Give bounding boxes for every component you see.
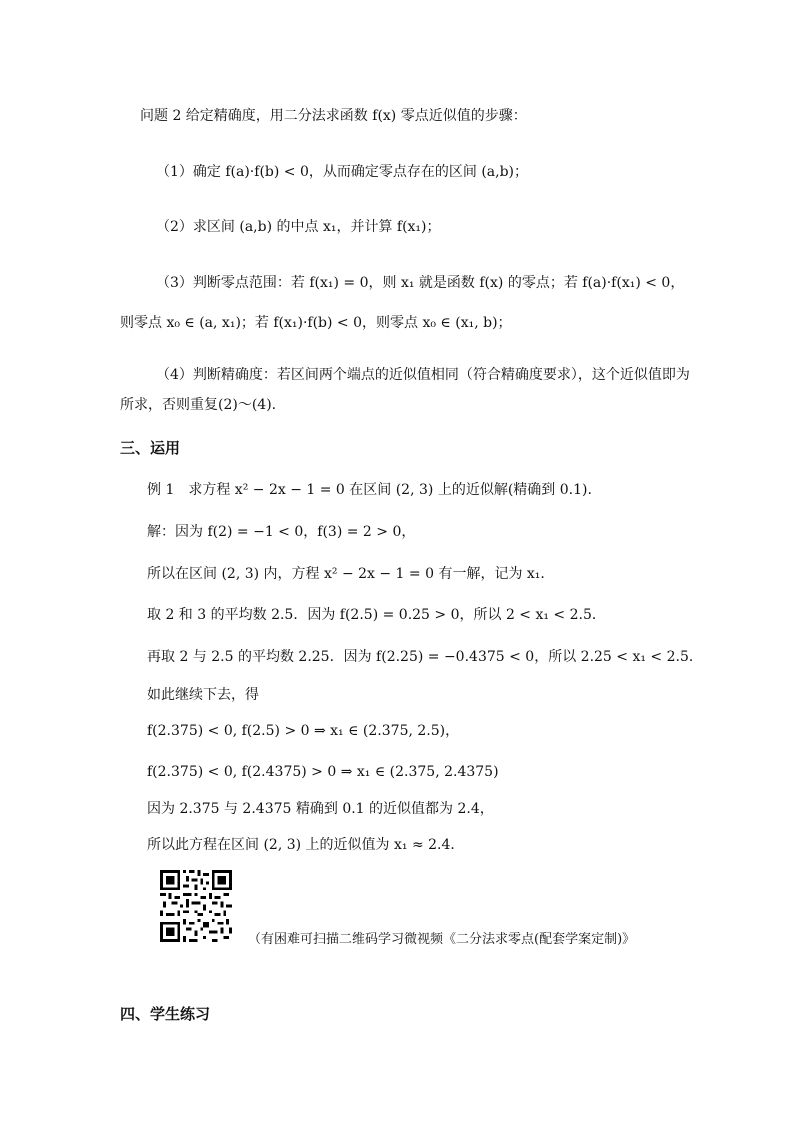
qr-caption: （有困难可扫描二维码学习微视频《二分法求零点(配套学案定制)》 — [248, 932, 636, 947]
step4-line1: （4）判断精确度：若区间两个端点的近似值相同（符合精确度要求），这个近似值即为 — [156, 367, 690, 383]
problem2-title: 问题 2 给定精确度，用二分法求函数 f(x) 零点近似值的步骤： — [140, 108, 527, 124]
solution-line-7: f(2.375) < 0, f(2.4375) > 0 ⇒ x₁ ∈ (2.375, 2.4375) — [147, 764, 499, 780]
solution-line-3: 取 2 和 3 的平均数 2.5．因为 f(2.5) = 0.25 > 0，所以 2 < x₁ < 2.5． — [147, 607, 606, 623]
solution-line-8: 因为 2.375 与 2.4375 精确到 0.1 的近似值都为 2.4， — [147, 801, 494, 817]
qr-code-icon[interactable] — [160, 870, 232, 942]
example1: 例 1 求方程 x² − 2x − 1 = 0 在区间 (2, 3) 上的近似解(精确到 0.1). — [147, 482, 592, 498]
section3-heading: 三、运用 — [120, 439, 181, 457]
step2: （2）求区间 (a,b) 的中点 x₁，并计算 f(x₁)； — [156, 219, 441, 235]
step4-line2: 所求，否则重复(2)～(4). — [120, 397, 277, 413]
solution-line-5: 如此继续下去，得 — [147, 687, 259, 703]
solution-line-2: 所以在区间 (2, 3) 内，方程 x² − 2x − 1 = 0 有一解，记为 x₁. — [147, 566, 545, 582]
section4-heading: 四、学生练习 — [120, 1005, 211, 1023]
solution-line-1: 解：因为 f(2) = −1 < 0，f(3) = 2 > 0， — [147, 524, 416, 540]
step1: （1）确定 f(a)·f(b) < 0，从而确定零点存在的区间 (a,b)； — [156, 164, 528, 180]
solution-line-4: 再取 2 与 2.5 的平均数 2.25．因为 f(2.25) = −0.4375 < 0，所以 2.25 < x₁ < 2.5． — [147, 649, 703, 665]
solution-line-6: f(2.375) < 0, f(2.5) > 0 ⇒ x₁ ∈ (2.375, 2.5)， — [147, 723, 460, 739]
solution-line-9: 所以此方程在区间 (2, 3) 上的近似值为 x₁ ≈ 2.4． — [147, 837, 465, 853]
step3-line2: 则零点 x₀ ∈ (a, x₁)；若 f(x₁)·f(b) < 0，则零点 x₀ ∈ (x₁, b)； — [120, 315, 512, 331]
step3-line1: （3）判断零点范围：若 f(x₁) = 0，则 x₁ 就是函数 f(x) 的零点；若 f(a)·f(x₁) < 0， — [156, 275, 685, 291]
